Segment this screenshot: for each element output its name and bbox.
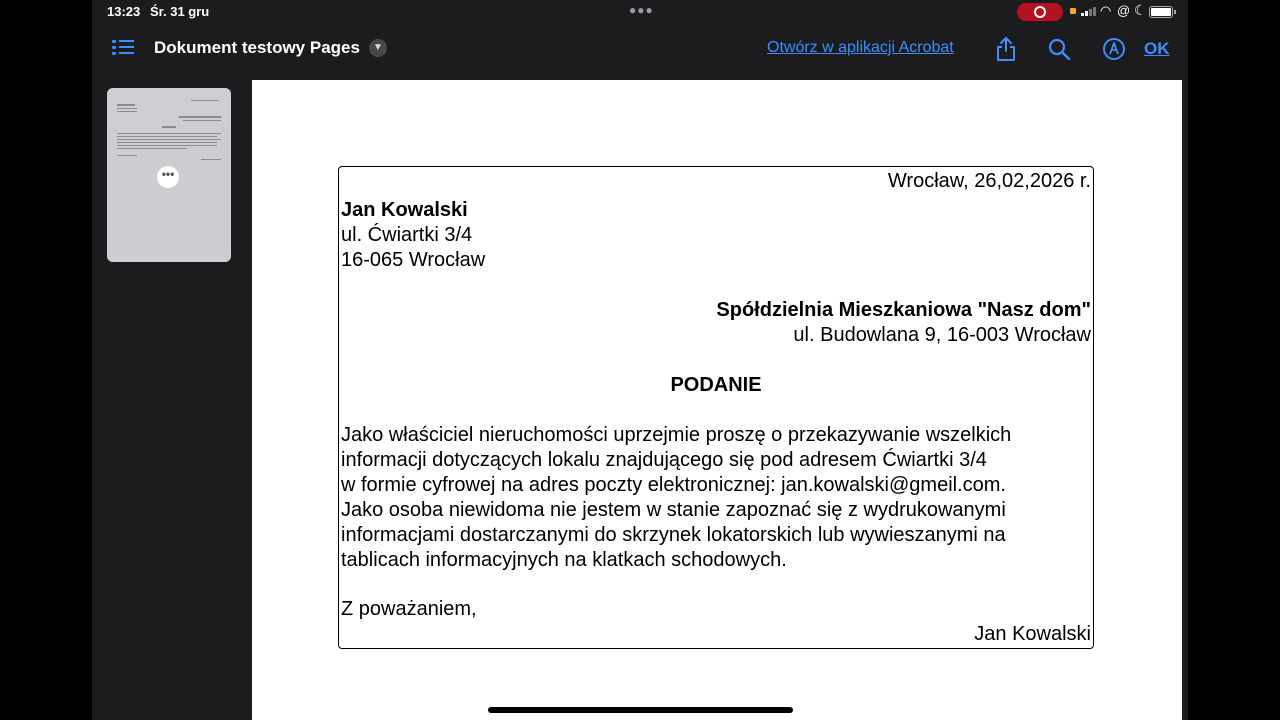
body-line: informacji dotyczących lokalu znajdującego się pod adresem Ćwiartki 3/4	[341, 449, 987, 471]
body-line: Jako osoba niewidoma nie jestem w stanie zapoznać się z wydrukowanymi	[341, 499, 1006, 521]
letter-page	[338, 166, 1094, 649]
letter-heading: PODANIE	[670, 374, 762, 396]
ok-button[interactable]: OK	[1144, 39, 1170, 58]
wifi-icon: ◠	[1100, 3, 1112, 18]
moon-icon: ☾	[1134, 2, 1147, 18]
open-in-acrobat-link[interactable]: Otwórz w aplikacji Acrobat	[767, 39, 954, 56]
sender-city: 16-065 Wrocław	[341, 249, 486, 271]
ipad-screen	[92, 0, 1188, 720]
more-icon[interactable]: •••	[157, 166, 179, 188]
search-icon[interactable]	[1047, 37, 1071, 61]
home-indicator[interactable]	[488, 707, 793, 713]
body-line: w formie cyfrowej na adres poczty elektronicznej: jan.kowalski@gmeil.com.	[341, 474, 1006, 496]
body-line: Jako właściciel nieruchomości uprzejmie proszę o przekazywanie wszelkich	[341, 424, 1012, 446]
recipient-address: ul. Budowlana 9, 16-003 Wrocław	[793, 324, 1091, 346]
recipient-name: Spółdzielnia Mieszkaniowa "Nasz dom"	[716, 299, 1091, 321]
toolbar	[92, 24, 1188, 72]
body-line: informacjami dostarczanymi do skrzynek lokatorskich lub wywieszanymi na	[341, 524, 1006, 546]
status-date: Śr. 31 gru	[150, 4, 210, 19]
share-icon[interactable]	[994, 36, 1018, 62]
battery-icon	[1149, 6, 1173, 18]
document-title[interactable]: Dokument testowy Pages	[154, 38, 360, 57]
place-date: Wrocław, 26,02,2026 r.	[887, 170, 1091, 192]
page-thumbnail[interactable]	[107, 88, 231, 262]
location-icon: @	[1117, 3, 1131, 18]
status-time: 13:23	[107, 4, 141, 19]
document-viewer[interactable]	[252, 80, 1182, 720]
chevron-down-icon[interactable]: ▼	[369, 39, 387, 57]
body-line: tablicach informacyjnych na klatkach schodowych.	[341, 549, 787, 571]
sender-street: ul. Ćwiartki 3/4	[341, 224, 473, 246]
privacy-indicator-icon	[1070, 8, 1076, 14]
signature: Jan Kowalski	[974, 623, 1091, 645]
screen-recording-icon[interactable]	[1017, 3, 1063, 21]
sender-name: Jan Kowalski	[341, 199, 468, 221]
signal-icon	[1081, 6, 1097, 16]
multitasking-dots-icon[interactable]: ●●●	[629, 3, 654, 17]
page-thumbnails-sidebar	[92, 80, 252, 720]
list-icon[interactable]	[112, 37, 136, 57]
closing: Z poważaniem,	[341, 598, 477, 620]
status-bar	[92, 0, 1188, 24]
acrobat-annotate-icon[interactable]	[1102, 37, 1126, 61]
